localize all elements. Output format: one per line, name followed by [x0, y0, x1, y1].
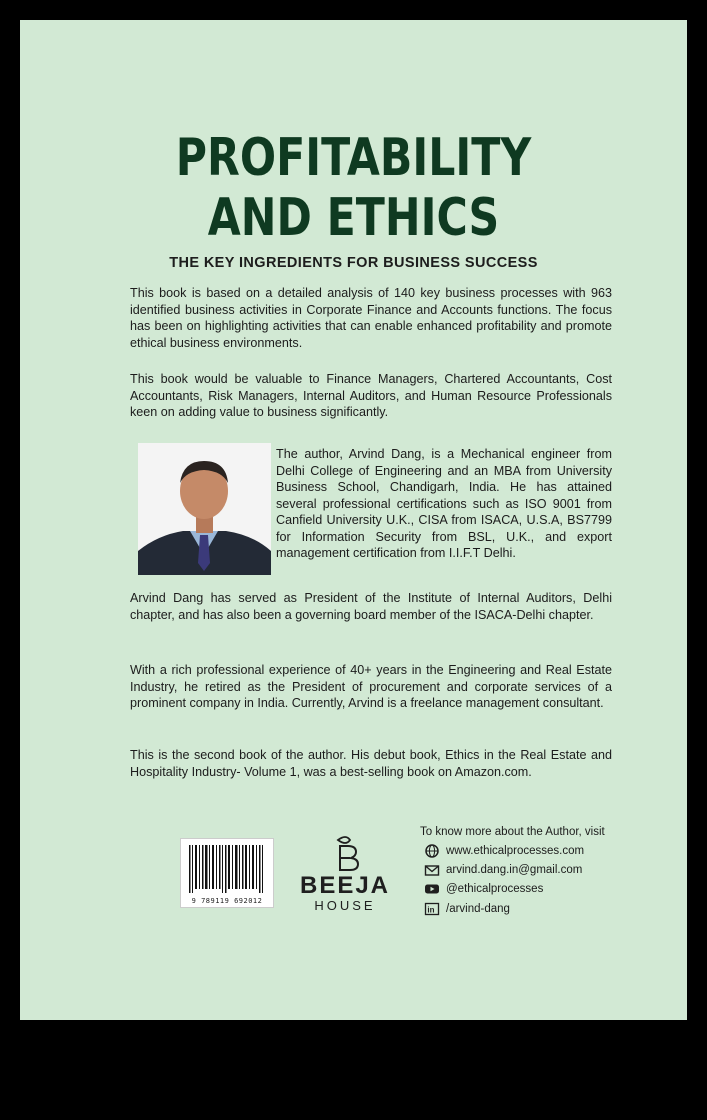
email-contact[interactable]	[424, 863, 582, 877]
linkedin-icon	[424, 902, 440, 916]
book-back-cover	[20, 20, 687, 1020]
book-title-line1: PROFITABILITY	[175, 128, 532, 188]
previous-book-paragraph: This is the second book of the author. His debut book, Ethics in the Real Estate and Hospitality Industry- Volume 1, was a best-selling book on Amazon.com.	[130, 748, 612, 779]
contact-heading: To know more about the Author, visit	[420, 826, 605, 838]
website-contact[interactable]	[424, 844, 584, 858]
isbn-barcode	[180, 838, 274, 908]
globe-icon	[424, 844, 440, 858]
publisher-name-sub: HOUSE	[314, 898, 376, 913]
author-experience-paragraph: With a rich professional experience of 40+ years in the Engineering and Real Estate Industry, he retired as the President of procurement and corporate services of a prominent company in India. Currently, Arvind is a freelance management consultant.	[130, 663, 612, 710]
author-photo	[138, 443, 271, 575]
youtube-link[interactable]: @ethicalprocesses	[446, 883, 544, 895]
website-link[interactable]: www.ethicalprocesses.com	[446, 845, 585, 857]
book-title-line2: AND ETHICS	[207, 188, 500, 248]
email-link[interactable]: arvind.dang.in@gmail.com	[446, 864, 583, 876]
description-paragraph: This book is based on a detailed analysis of 140 key business processes with 963 identified business activities in Corporate Finance and Accounts functions. The focus has been on highlighting activities that can enable enhanced profitability and promote ethical business environments.	[130, 286, 612, 350]
barcode-bars	[181, 839, 273, 895]
publisher-name: BEEJA	[299, 872, 391, 899]
publisher-logo	[290, 832, 400, 912]
youtube-icon	[424, 882, 440, 896]
youtube-contact[interactable]	[424, 882, 543, 896]
leaf-b-icon	[290, 832, 400, 872]
svg-text:in: in	[427, 905, 435, 915]
audience-paragraph: This book would be valuable to Finance Managers, Chartered Accountants, Cost Accountants, Risk Managers, Internal Auditors, and Human Resource Professionals keen on adding value to business significantly.	[130, 372, 612, 419]
linkedin-contact[interactable]	[424, 902, 510, 916]
author-bio: The author, Arvind Dang, is a Mechanical engineer from Delhi College of Engineering and an MBA from University Business School, Chandigarh, India. He has attained several professional certifications such as ISO 9001 from Canfield University U.K., CISA from ISACA, U.S.A, BS7799 for Information Security from BSL, U.K., and export management certification from I.I.F.T Delhi.	[276, 447, 612, 560]
author-roles-paragraph: Arvind Dang has served as President of the Institute of Internal Auditors, Delhi chapter, and has also been a governing board member of the ISACA-Delhi chapter.	[130, 591, 612, 622]
book-subtitle: THE KEY INGREDIENTS FOR BUSINESS SUCCESS	[169, 255, 538, 271]
linkedin-link[interactable]: /arvind-dang	[446, 903, 510, 915]
isbn-number: 9 789119 692012	[191, 897, 263, 905]
email-icon	[424, 863, 440, 877]
